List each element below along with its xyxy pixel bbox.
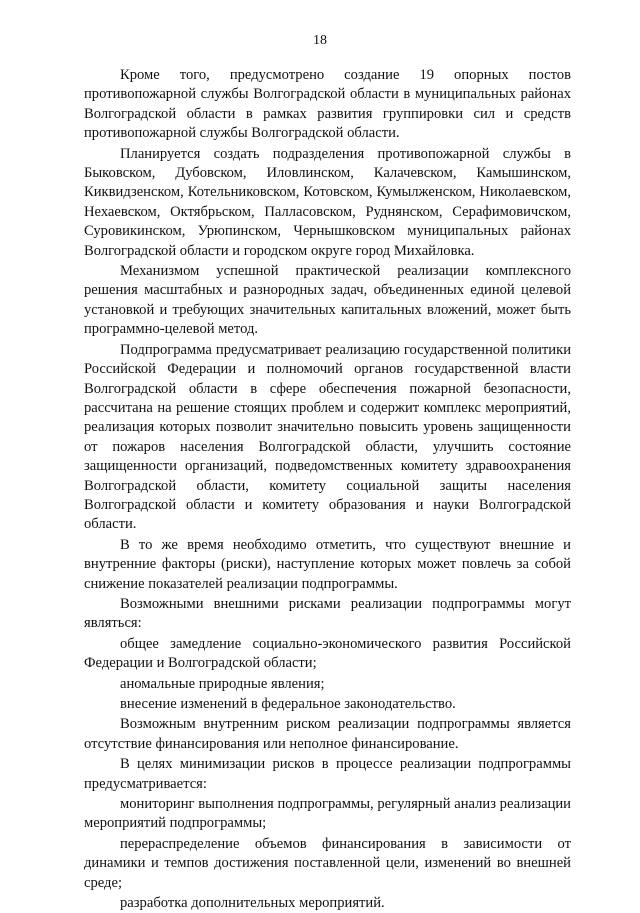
list-item-monitoring: мониторинг выполнения подпрограммы, регулярный анализ реализации мероприятий подпрограммы;	[84, 796, 571, 832]
list-item-prirodnye-yavleniya: аномальные природные явления;	[120, 675, 325, 692]
paragraph-mekhanizm: Механизмом успешной практической реализации комплексного решения масштабных и разнородных задач, объединенных единой целевой установкой и требующих значительных капитальных вложений, может быть программно-целевой метод.	[84, 263, 571, 338]
list-item-zamedlenie: общее замедление социально-экономического развития Российской Федерации и Волгоградской области;	[84, 635, 571, 672]
paragraph-podrazdeleniya: Планируется создать подразделения противопожарной службы в Быковском, Дубовском, Иловлинском, Калачевском, Камышинском, Киквидзенском, Котельниковском, Котовском, Кумылженском, Николаевском, Нехаевском, Октябрьском, Палласовском, Руднянском, Серафимовичском, Суровикинском, Урюпинском, Чернышковском муниципальных районах Волгоградской области и городском округе город Михайловка.	[84, 145, 571, 259]
list-item-pereraspredelenie: перераспределение объемов финансирования в зависимости от динамики и темпов достижения поставленной цели, изменений во внешней среде;	[84, 835, 571, 891]
list-item-razrabotka: разработка дополнительных мероприятий.	[120, 895, 385, 912]
list-item-zakonodatelstvo: внесение изменений в федеральное законодательство.	[120, 696, 456, 712]
paragraph-vneshnie-riski: Возможными внешними рисками реализации подпрограммы могут являться:	[84, 595, 571, 632]
document-body	[84, 66, 571, 913]
paragraph-minimizatsiya: В целях минимизации рисков в процессе реализации подпрограммы предусматривается:	[84, 756, 571, 792]
paragraph-riski-intro: В то же время необходимо отметить, что существуют внешние и внутренние факторы (риски), наступление которых может повлечь за собой снижение показателей реализации подпрограммы.	[84, 536, 571, 592]
paragraph-opornye-posty: Кроме того, предусмотрено создание 19 опорных постов противопожарной службы Волгоградской области в муниципальных районах Волгоградской области в рамках развития группировки сил и средств противопожарной службы Волгоградской области.	[84, 67, 571, 142]
paragraph-podprogramma: Подпрограмма предусматривает реализацию государственной политики Российской Федерации и полномочий органов государственной власти Волгоградской области в сфере обеспечения пожарной безопасности, рассчитана на решение стоящих проблем и содержит комплекс мероприятий, реализация которых позволит значительно повысить уровень защищенности от пожаров населения Волгоградской области, улучшить состояние защищенности организаций, подведомственных комитету здравоохранения Волгоградской области, комитету социальной защиты населения Волгоградской области и комитету образования и науки Волгоградской области.	[84, 341, 571, 533]
page-number: 18	[313, 33, 327, 48]
paragraph-vnutrenniy-risk: Возможным внутренним риском реализации подпрограммы является отсутствие финансирования или неполное финансирование.	[84, 716, 571, 752]
